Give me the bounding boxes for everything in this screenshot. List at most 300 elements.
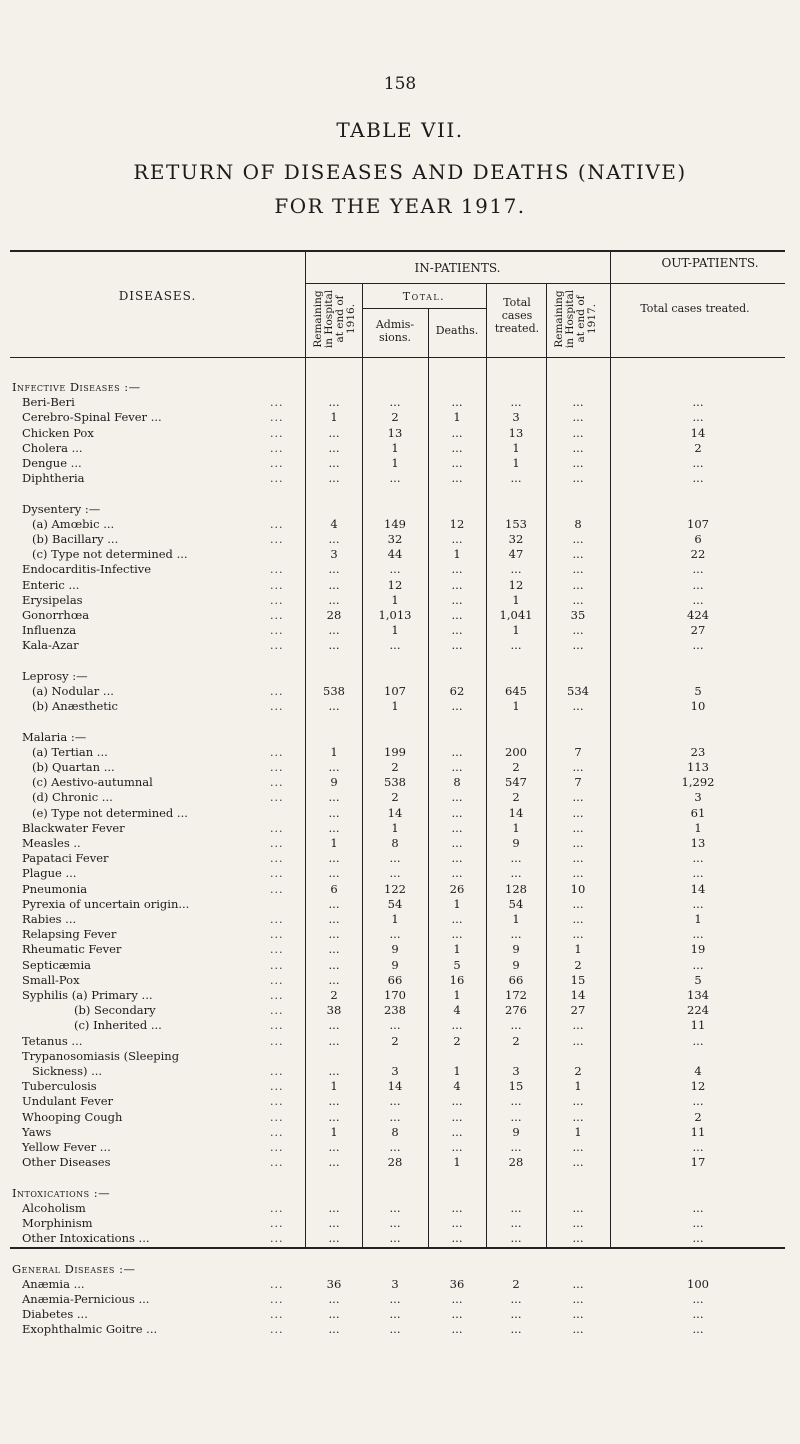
remaining-1916-cell: ...: [328, 1216, 340, 1230]
remaining-1917-cell: ...: [572, 410, 584, 425]
remaining-1917-cell: 1: [574, 1124, 582, 1139]
out-patients-cell: ...: [692, 896, 704, 911]
table-row: [0, 1307, 800, 1322]
leader-dots: ...: [270, 1232, 284, 1246]
leader-dots: ...: [270, 685, 284, 698]
table-row: [0, 790, 800, 805]
table-row: [0, 973, 800, 988]
out-patients-cell: 113: [687, 760, 709, 774]
table-row: [0, 988, 800, 1003]
disease-label: Dysentery :—: [22, 501, 101, 516]
out-patients-cell: ...: [692, 1033, 704, 1048]
remaining-1916-cell: ...: [328, 805, 340, 820]
admissions-cell: ...: [389, 1231, 401, 1246]
table-row: [0, 638, 800, 653]
disease-label: Yellow Fever ...: [22, 1140, 111, 1154]
table-title: TABLE VII.: [336, 118, 464, 142]
admissions-cell: 1: [391, 699, 399, 714]
remaining-1917-cell: ...: [572, 532, 584, 546]
admissions-cell: 14: [387, 1079, 403, 1094]
deaths-cell: 1: [453, 1064, 461, 1078]
out-patients-cell: ...: [692, 1200, 704, 1215]
out-patients-cell: ...: [692, 1140, 704, 1154]
disease-label: Small-Pox: [22, 972, 80, 987]
total-cases-cell: 1: [512, 623, 520, 638]
out-patients-cell: 61: [690, 805, 706, 820]
total-cases-cell: 12: [508, 577, 524, 592]
admissions-cell: ...: [389, 1307, 401, 1322]
admissions-cell: ...: [389, 1322, 401, 1337]
admissions-cell: 1: [391, 592, 399, 607]
out-patients-cell: ...: [692, 1094, 704, 1109]
remaining-1916-cell: ...: [328, 699, 340, 714]
disease-label: Undulant Fever: [22, 1094, 114, 1109]
total-cases-cell: 9: [512, 942, 520, 957]
remaining-1917-cell: ...: [572, 1094, 584, 1109]
remaining-1917-cell: 35: [570, 608, 586, 622]
deaths-cell: 12: [449, 516, 465, 531]
remaining-1916-cell: ...: [328, 820, 340, 835]
leader-dots: ...: [270, 1156, 284, 1170]
remaining-1916-cell: ...: [328, 532, 340, 546]
remaining-1916-cell: ...: [328, 1155, 340, 1170]
table-row: [0, 821, 800, 836]
total-cases-cell: 200: [505, 744, 527, 759]
remaining-1917-cell: 1: [574, 942, 582, 957]
out-patients-cell: ...: [692, 851, 704, 866]
deaths-cell: ...: [451, 1094, 463, 1109]
admissions-cell: 122: [384, 881, 406, 896]
total-cases-cell: ...: [510, 1140, 522, 1154]
total-cases-cell: 1: [512, 912, 520, 926]
leader-dots: ...: [270, 1080, 284, 1094]
deaths-cell: 4: [453, 1003, 461, 1018]
leader-dots: ...: [270, 1293, 284, 1306]
deaths-cell: ...: [451, 1140, 463, 1154]
remaining-1916-cell: ...: [328, 425, 340, 440]
remaining-1916-cell: 1: [330, 1124, 338, 1139]
leader-dots: ...: [270, 989, 284, 1002]
disease-label: Papataci Fever: [22, 851, 109, 866]
total-cases-cell: 547: [505, 775, 527, 790]
total-cases-cell: 9: [512, 836, 520, 850]
leader-dots: ...: [270, 517, 284, 531]
total-cases-cell: ...: [510, 851, 522, 866]
remaining-1916-cell: 1: [330, 744, 338, 759]
remaining-1916-cell: ...: [328, 942, 340, 957]
remaining-1916-cell: ...: [328, 790, 340, 805]
table-row: [0, 1049, 800, 1064]
remaining-1916-cell: ...: [328, 395, 340, 410]
table-row: [0, 593, 800, 608]
out-patients-cell: 19: [690, 942, 706, 957]
out-patients-cell: 14: [690, 881, 706, 896]
disease-label: Chicken Pox: [22, 425, 94, 440]
disease-label: Cerebro-Spinal Fever ...: [22, 410, 162, 425]
remaining-1917-cell: ...: [572, 1155, 584, 1170]
out-patients-header: OUT-PATIENTS.: [661, 256, 759, 270]
total-cases-cell: 9: [512, 1124, 520, 1139]
deaths-cell: ...: [451, 1018, 463, 1033]
disease-label: (b) Anæsthetic: [32, 699, 118, 714]
table-row: [0, 866, 800, 881]
total-cases-cell: 1,041: [499, 608, 533, 622]
out-patients-cell: 5: [694, 972, 702, 987]
remaining-1917-cell: ...: [572, 1216, 584, 1230]
deaths-cell: ...: [451, 638, 463, 653]
total-cases-cell: 2: [512, 1276, 520, 1291]
deaths-cell: ...: [451, 1292, 463, 1306]
disease-label: Pneumonia: [22, 881, 88, 896]
remaining-1916-cell: ...: [328, 1033, 340, 1048]
disease-label: Tuberculosis: [22, 1079, 97, 1094]
leader-dots: ...: [270, 1095, 284, 1109]
out-patients-cell: ...: [692, 562, 704, 577]
admissions-cell: ...: [389, 866, 401, 881]
table-row: [0, 1034, 800, 1049]
admissions-cell: 12: [387, 577, 403, 592]
admissions-cell: ...: [389, 395, 401, 410]
disease-label: (c) Aestivo-autumnal: [32, 775, 153, 790]
leader-dots: ...: [270, 1141, 284, 1154]
remaining-1916-cell: ...: [328, 1064, 340, 1078]
remaining-1917-cell: ...: [572, 425, 584, 440]
deaths-cell: 1: [453, 896, 461, 911]
disease-label: Trypanosomiasis (Sleeping: [22, 1048, 180, 1063]
remaining-1917-cell: ...: [572, 1140, 584, 1154]
total-header: Total.: [402, 290, 446, 303]
total-cases-cell: ...: [510, 395, 522, 410]
table-row: [0, 684, 800, 699]
deaths-cell: ...: [451, 1216, 463, 1230]
remaining-1917-cell: 8: [574, 516, 582, 531]
total-cases-cell: 172: [505, 988, 527, 1002]
total-cases-cell: 1: [512, 820, 520, 835]
out-patients-cell: 1,292: [681, 775, 715, 790]
total-cases-cell: ...: [510, 866, 522, 881]
disease-label: (e) Type not determined ...: [32, 805, 188, 820]
remaining-1916-cell: 1: [330, 1079, 338, 1094]
remaining-1916-cell: ...: [328, 638, 340, 653]
out-patients-cell: ...: [692, 638, 704, 653]
total-cases-cell: 2: [512, 790, 520, 805]
disease-label: Cholera ...: [22, 440, 83, 455]
remaining-1916-cell: 9: [330, 775, 338, 790]
leader-dots: ...: [270, 958, 284, 972]
leader-dots: ...: [270, 1308, 284, 1322]
remaining-1917-cell: 2: [574, 1064, 582, 1078]
leader-dots: ...: [270, 533, 284, 546]
admissions-header: Admis-sions.: [375, 318, 415, 344]
section-heading: General Diseases :—: [12, 1261, 136, 1276]
admissions-cell: 2: [391, 760, 399, 774]
table-row: [0, 775, 800, 790]
disease-label: Rabies ...: [22, 912, 77, 926]
remaining-1917-cell: ...: [572, 1276, 584, 1291]
deaths-cell: 1: [453, 547, 461, 562]
out-patients-cell: ...: [692, 577, 704, 592]
admissions-cell: 1: [391, 456, 399, 470]
table-subtitle-year: FOR THE YEAR 1917.: [274, 194, 526, 218]
admissions-cell: 1: [391, 820, 399, 835]
disease-label: Morphinism: [22, 1216, 93, 1230]
table-row: [0, 410, 800, 425]
deaths-cell: ...: [451, 608, 463, 622]
out-patients-cell: 13: [690, 836, 706, 850]
out-patients-cell: ...: [692, 456, 704, 470]
disease-label: Endocarditis-Infective: [22, 562, 152, 577]
leader-dots: ...: [270, 1034, 284, 1048]
leader-dots: ...: [270, 578, 284, 592]
remaining-1916-cell: ...: [328, 623, 340, 638]
remaining-1917-cell: ...: [572, 1109, 584, 1124]
remaining-1916-cell: 38: [326, 1003, 342, 1018]
deaths-cell: ...: [451, 912, 463, 926]
table-row: [0, 532, 800, 547]
total-cases-cell: ...: [510, 1307, 522, 1322]
remaining-1917-cell: 7: [574, 775, 582, 790]
remaining-1916-cell: ...: [328, 1018, 340, 1033]
total-cases-cell: 276: [505, 1003, 527, 1018]
disease-label: Anæmia-Pernicious ...: [22, 1292, 150, 1306]
remaining-1916-cell: ...: [328, 851, 340, 866]
table-row: [0, 1110, 800, 1125]
out-patients-cell: ...: [692, 957, 704, 972]
table-row: [0, 426, 800, 441]
remaining-1916-cell: ...: [328, 1292, 340, 1306]
remaining-1917-cell: ...: [572, 896, 584, 911]
deaths-cell: 4: [453, 1079, 461, 1094]
deaths-cell: ...: [451, 1307, 463, 1322]
deaths-cell: ...: [451, 471, 463, 486]
out-patients-cell: 27: [690, 623, 706, 638]
total-cases-cell: 1: [512, 440, 520, 455]
remaining-1916-cell: ...: [328, 957, 340, 972]
deaths-cell: ...: [451, 760, 463, 774]
total-cases-cell: 9: [512, 957, 520, 972]
remaining-1917-cell: ...: [572, 1292, 584, 1306]
leader-dots: ...: [270, 396, 284, 410]
admissions-cell: ...: [389, 1200, 401, 1215]
leader-dots: ...: [270, 1065, 284, 1078]
leader-dots: ...: [270, 1277, 284, 1291]
section-heading-row: [0, 1186, 800, 1201]
remaining-1916-cell: ...: [328, 1200, 340, 1215]
table-row: [0, 669, 800, 684]
admissions-cell: ...: [389, 927, 401, 942]
table-row: [0, 1140, 800, 1155]
diseases-header: DISEASES.: [118, 289, 197, 303]
admissions-cell: 9: [391, 957, 399, 972]
disease-label: Influenza: [22, 623, 77, 638]
remaining-1916-cell: ...: [328, 927, 340, 942]
total-cases-cell: 153: [505, 516, 527, 531]
remaining-1917-cell: ...: [572, 790, 584, 805]
leader-dots: ...: [270, 791, 284, 805]
leader-dots: ...: [270, 1201, 284, 1215]
leader-dots: ...: [270, 609, 284, 622]
disease-label: Measles ..: [22, 836, 81, 850]
out-patients-cell: ...: [692, 866, 704, 881]
remaining-1916-cell: ...: [328, 440, 340, 455]
admissions-cell: ...: [389, 562, 401, 577]
deaths-cell: 1: [453, 942, 461, 957]
table-row: [0, 699, 800, 714]
admissions-cell: 538: [384, 775, 406, 790]
total-cases-cell: ...: [510, 1094, 522, 1109]
top-rule: [10, 250, 785, 252]
remaining-1917-cell: ...: [572, 638, 584, 653]
out-patients-cell: ...: [692, 1231, 704, 1246]
disease-label: Erysipelas: [22, 592, 83, 607]
disease-label: Plague ...: [22, 866, 77, 881]
admissions-cell: 199: [384, 744, 406, 759]
total-cases-cell: 1: [512, 592, 520, 607]
total-cases-cell: ...: [510, 1231, 522, 1246]
remaining-1917-cell: ...: [572, 577, 584, 592]
admissions-cell: 2: [391, 1033, 399, 1048]
deaths-cell: ...: [451, 577, 463, 592]
total-cases-treated-header: Total cases treated.: [494, 296, 540, 335]
deaths-cell: 1: [453, 988, 461, 1002]
table-row: [0, 730, 800, 745]
table-row: [0, 395, 800, 410]
admissions-cell: 1: [391, 440, 399, 455]
out-patients-cell: 3: [694, 790, 702, 805]
disease-label: Tetanus ...: [22, 1033, 83, 1048]
deaths-cell: ...: [451, 790, 463, 805]
leader-dots: ...: [270, 1323, 284, 1337]
deaths-cell: 36: [449, 1276, 465, 1291]
deaths-cell: ...: [451, 395, 463, 410]
total-cases-cell: ...: [510, 927, 522, 942]
disease-label: Beri-Beri: [22, 395, 75, 410]
out-patients-cell: 107: [687, 516, 709, 531]
remaining-1917-cell: ...: [572, 1231, 584, 1246]
deaths-cell: ...: [451, 592, 463, 607]
deaths-cell: 5: [453, 957, 461, 972]
admissions-cell: ...: [389, 1292, 401, 1306]
deaths-cell: ...: [451, 927, 463, 942]
leader-dots: ...: [270, 821, 284, 835]
disease-label: (b) Bacillary ...: [32, 532, 119, 546]
total-cases-cell: 3: [512, 410, 520, 425]
leader-dots: ...: [270, 973, 284, 987]
leader-dots: ...: [270, 639, 284, 653]
admissions-cell: ...: [389, 1140, 401, 1154]
remaining-1917-cell: ...: [572, 912, 584, 926]
leader-dots: ...: [270, 411, 284, 425]
remaining-1917-cell: ...: [572, 805, 584, 820]
total-cases-cell: 66: [508, 972, 524, 987]
remaining-1916-cell: 3: [330, 547, 338, 562]
table-row: [0, 806, 800, 821]
admissions-cell: 1: [391, 912, 399, 926]
disease-label: Relapsing Fever: [22, 927, 117, 942]
out-patients-cell: 14: [690, 425, 706, 440]
out-patients-cell: ...: [692, 927, 704, 942]
total-cases-cell: 3: [512, 1064, 520, 1078]
table-row: [0, 927, 800, 942]
total-cases-cell: 645: [505, 684, 527, 698]
disease-label: (a) Tertian ...: [32, 744, 108, 759]
disease-label: (c) Type not determined ...: [32, 547, 188, 562]
out-patients-cell: 4: [694, 1064, 702, 1078]
total-cases-cell: ...: [510, 1216, 522, 1230]
admissions-cell: 149: [384, 516, 406, 531]
deaths-cell: ...: [451, 425, 463, 440]
table-row: [0, 760, 800, 775]
admissions-cell: 28: [387, 1155, 403, 1170]
section-heading-row: [0, 380, 800, 395]
remaining-1917-cell: ...: [572, 395, 584, 410]
total-cases-cell: ...: [510, 471, 522, 486]
leader-dots: ...: [270, 441, 284, 455]
table-row: [0, 578, 800, 593]
admissions-cell: ...: [389, 471, 401, 486]
remaining-1916-cell: 2: [330, 988, 338, 1002]
total-cases-cell: ...: [510, 1018, 522, 1033]
table-row: [0, 1216, 800, 1231]
disease-label: (b) Secondary: [74, 1003, 156, 1018]
disease-label: Leprosy :—: [22, 668, 88, 683]
leader-dots: ...: [270, 776, 284, 790]
table-row: [0, 502, 800, 517]
remaining-1916-cell: 538: [323, 684, 345, 698]
remaining-1917-cell: ...: [572, 562, 584, 577]
table-row: [0, 897, 800, 912]
admissions-cell: ...: [389, 1018, 401, 1033]
total-cases-cell: 28: [508, 1155, 524, 1170]
out-patients-cell: 2: [694, 440, 702, 455]
deaths-cell: 26: [449, 881, 465, 896]
disease-label: Dengue ...: [22, 456, 82, 470]
remaining-1916-cell: ...: [328, 1109, 340, 1124]
out-patients-cell: 17: [690, 1155, 706, 1170]
deaths-cell: ...: [451, 805, 463, 820]
leader-dots: ...: [270, 593, 284, 607]
leader-dots: ...: [270, 1217, 284, 1230]
leader-dots: ...: [270, 745, 284, 759]
remaining-1917-cell: ...: [572, 440, 584, 455]
subheader-rule: [305, 283, 785, 284]
remaining-1917-cell: ...: [572, 927, 584, 942]
table-row: [0, 471, 800, 486]
deaths-cell: ...: [451, 866, 463, 881]
out-patients-cell: 134: [687, 988, 709, 1002]
remaining-1916-cell: ...: [328, 1094, 340, 1109]
out-patients-cell: 11: [690, 1018, 706, 1033]
remaining-1916-cell: ...: [328, 1140, 340, 1154]
admissions-cell: 44: [387, 547, 403, 562]
total-cases-cell: ...: [510, 1200, 522, 1215]
disease-label: Pyrexia of uncertain origin...: [22, 896, 190, 911]
table-row: [0, 1277, 800, 1292]
out-patients-cell: 22: [690, 547, 706, 562]
total-cases-cell: 47: [508, 547, 524, 562]
total-cases-cell: 1: [512, 456, 520, 470]
remaining-1917-cell: ...: [572, 1322, 584, 1337]
section-heading: Infective Diseases :—: [12, 380, 141, 394]
remaining-1916-cell: ...: [328, 592, 340, 607]
remaining-1917-cell: ...: [572, 623, 584, 638]
out-patients-cell: 100: [687, 1276, 709, 1291]
total-cases-cell: ...: [510, 638, 522, 653]
disease-label: Syphilis (a) Primary ...: [22, 988, 153, 1002]
remaining-1917-cell: ...: [572, 1307, 584, 1322]
out-patients-cell: 11: [690, 1124, 706, 1139]
disease-label: Exophthalmic Goitre ...: [22, 1322, 158, 1337]
